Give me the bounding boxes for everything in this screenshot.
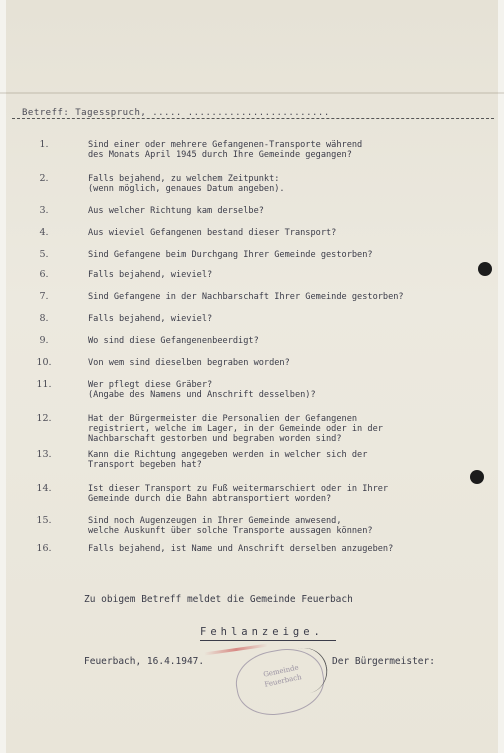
question-number: 8. [39, 313, 49, 324]
question-text: Falls bejahend, wieviel? [88, 314, 213, 324]
question-text: Von wem sind dieselben begraben worden? [88, 358, 290, 368]
question-text: Sind einer oder mehrere Gefangenen-Transporte während des Monats April 1945 durch Ihre Gemeinde gegangen? [88, 140, 363, 160]
question-number: 12. [36, 413, 52, 424]
question-text: Falls bejahend, zu welchem Zeitpunkt: (wenn möglich, genaues Datum angeben). [88, 174, 285, 194]
paper-edge-left [0, 0, 6, 753]
punch-hole-bottom [470, 470, 484, 484]
header-rule [12, 118, 494, 120]
question-text: Wer pflegt diese Gräber? (Angabe des Namens und Anschrift desselben)? [88, 380, 316, 400]
question-number: 15. [36, 515, 52, 526]
question-number: 13. [36, 449, 52, 460]
stamp-text: Gemeinde Feuerbach [262, 663, 303, 689]
question-text: Sind Gefangene in der Nachbarschaft Ihrer Gemeinde gestorben? [88, 292, 404, 302]
question-text: Ist dieser Transport zu Fuß weitermarschiert oder in Ihrer Gemeinde durch die Bahn abtransportiert worden? [88, 484, 389, 504]
signature-label: Der Bürgermeister: [332, 656, 435, 667]
question-text: Sind Gefangene beim Durchgang Ihrer Gemeinde gestorben? [88, 250, 373, 260]
question-number: 5. [39, 249, 49, 260]
question-number: 3. [39, 205, 49, 216]
fehlanzeige-underline [200, 640, 336, 641]
question-number: 4. [39, 227, 49, 238]
question-text: Aus wieviel Gefangenen bestand dieser Transport? [88, 228, 337, 238]
question-text: Aus welcher Richtung kam derselbe? [88, 206, 264, 216]
question-number: 2. [39, 173, 49, 184]
question-number: 1. [39, 139, 49, 150]
question-number: 9. [39, 335, 49, 346]
question-number: 16. [36, 543, 52, 554]
fehlanzeige-text: Fehlanzeige. [200, 626, 324, 638]
question-text: Falls bejahend, wieviel? [88, 270, 213, 280]
question-text: Falls bejahend, ist Name und Anschrift derselben anzugeben? [88, 544, 394, 554]
question-number: 10. [36, 357, 52, 368]
place-date: Feuerbach, 16.4.1947. [84, 656, 205, 667]
subject-header: Betreff: Tagesspruch, ..... ........................ [22, 108, 330, 118]
question-number: 7. [39, 291, 49, 302]
question-text: Sind noch Augenzeugen in Ihrer Gemeinde anwesend, welche Auskunft über solche Transporte aussagen können? [88, 516, 373, 536]
question-number: 11. [36, 379, 52, 390]
question-number: 6. [39, 269, 49, 280]
question-text: Kann die Richtung angegeben werden in welcher sich der Transport begeben hat? [88, 450, 368, 470]
question-text: Wo sind diese Gefangenenbeerdigt? [88, 336, 259, 346]
paper-fold [0, 92, 504, 94]
question-text: Hat der Bürgermeister die Personalien der Gefangenen registriert, welche im Lager, in der Gemeinde oder in der Nachbarschaft gestorben und begraben worden sind? [88, 414, 383, 444]
paper-edge-right [498, 0, 504, 753]
question-number: 14. [36, 483, 52, 494]
report-line: Zu obigem Betreff meldet die Gemeinde Feuerbach [84, 594, 353, 605]
punch-hole-top [478, 262, 492, 276]
